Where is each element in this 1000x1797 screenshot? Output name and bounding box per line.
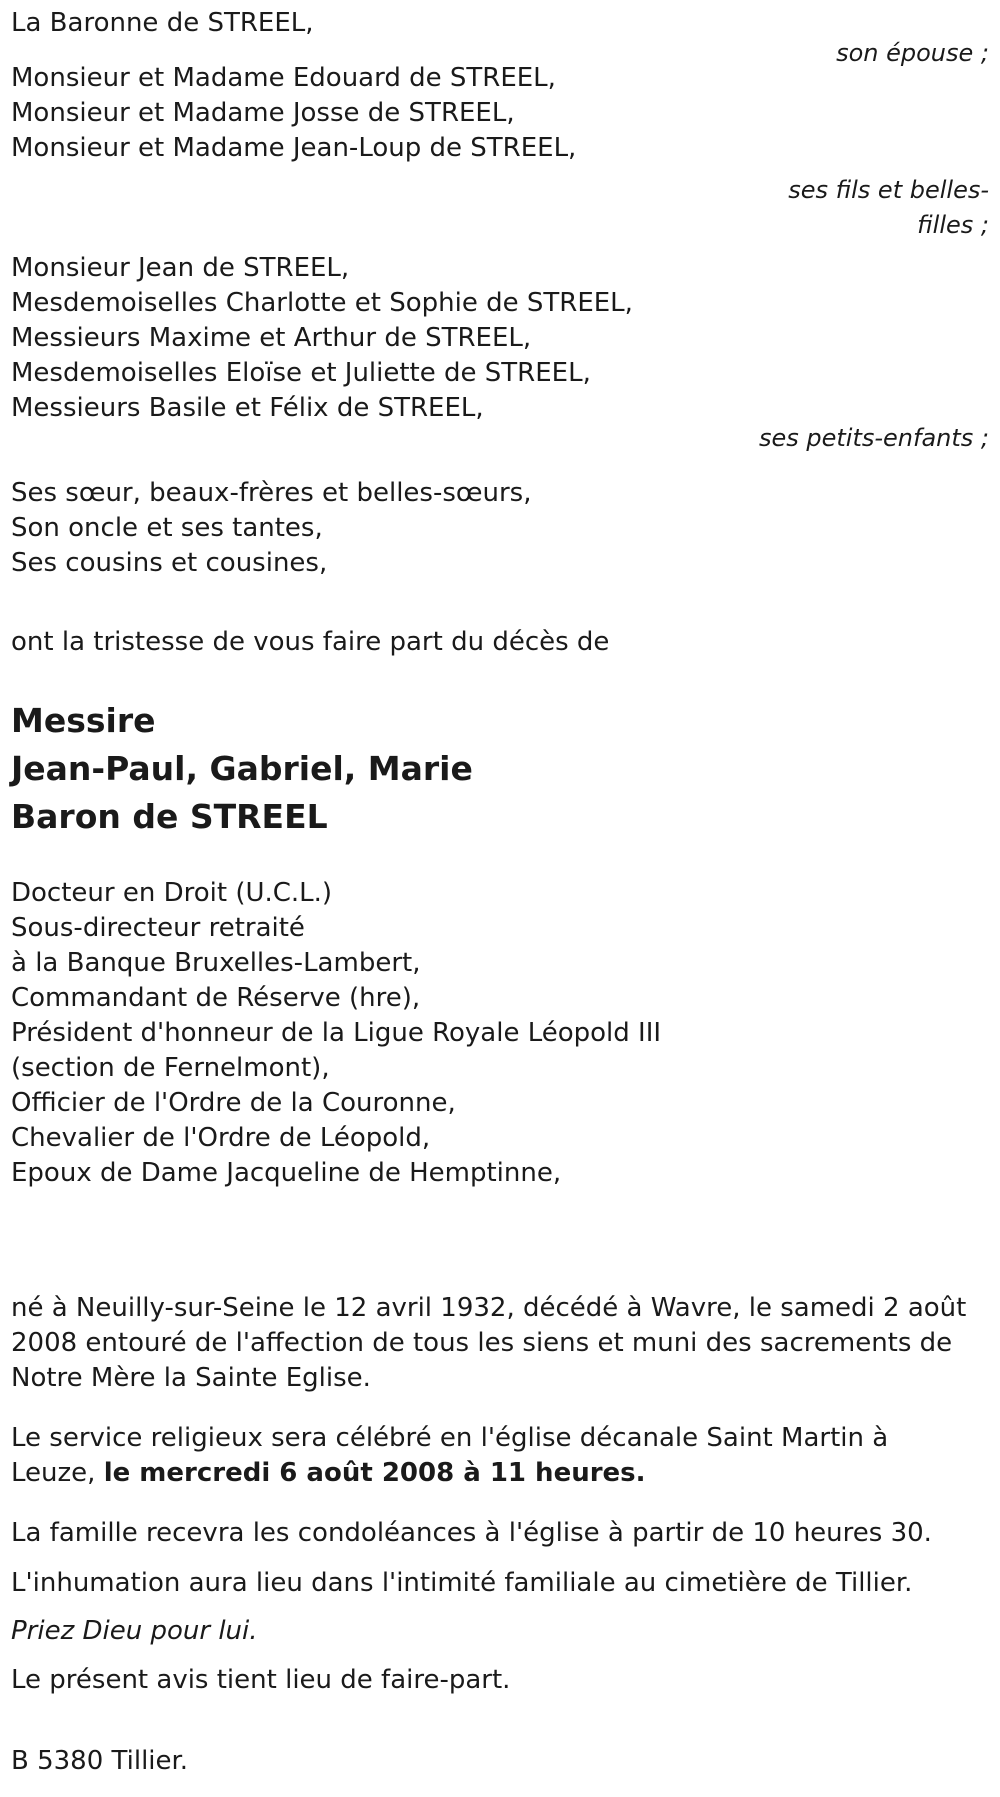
spouse-name: La Baronne de STREEL,	[11, 8, 314, 38]
title-line: Epoux de Dame Jacqueline de Hemptinne,	[11, 1158, 562, 1188]
relatives-line: Ses cousins et cousines,	[11, 548, 328, 578]
spouse-role: son épouse ;	[836, 39, 989, 67]
service-paragraph	[11, 1418, 989, 1493]
child-name: Monsieur et Madame Jean-Loup de STREEL,	[11, 133, 577, 163]
grandchild-name: Mesdemoiselles Charlotte et Sophie de STREEL,	[11, 288, 633, 318]
title-line: Président d'honneur de la Ligue Royale Léopold III	[11, 1018, 662, 1048]
title-line: Sous-directeur retraité	[11, 913, 305, 943]
notice-text: Le présent avis tient lieu de faire-part.	[11, 1665, 511, 1695]
grandchild-name: Monsieur Jean de STREEL,	[11, 253, 350, 283]
deceased-title: Baron de STREEL	[11, 797, 328, 836]
grandchildren-role: ses petits-enfants ;	[758, 424, 989, 452]
burial-text: L'inhumation aura lieu dans l'intimité familiale au cimetière de Tillier.	[11, 1568, 913, 1598]
address-text: B 5380 Tillier.	[11, 1746, 189, 1776]
title-line: Commandant de Réserve (hre),	[11, 983, 421, 1013]
relatives-line: Son oncle et ses tantes,	[11, 513, 323, 543]
child-name: Monsieur et Madame Josse de STREEL,	[11, 98, 515, 128]
grandchildren-section	[11, 248, 989, 458]
service-location: Leuze,	[11, 1458, 104, 1488]
birth-death-line: 2008 entouré de l'affection de tous les siens et muni des sacrements de	[11, 1328, 953, 1358]
grandchild-name: Mesdemoiselles Eloïse et Juliette de STREEL,	[11, 358, 591, 388]
deceased-honorific: Messire	[11, 701, 156, 740]
service-line: Le service religieux sera célébré en l'église décanale Saint Martin à	[11, 1423, 889, 1453]
birth-death-line: Notre Mère la Sainte Eglise.	[11, 1363, 371, 1393]
title-line: Docteur en Droit (U.C.L.)	[11, 878, 333, 908]
title-line: Chevalier de l'Ordre de Léopold,	[11, 1123, 431, 1153]
deceased-given-names: Jean-Paul, Gabriel, Marie	[11, 749, 473, 788]
relatives-line: Ses sœur, beaux-frères et belles-sœurs,	[11, 478, 532, 508]
grandchild-name: Messieurs Basile et Félix de STREEL,	[11, 393, 484, 423]
service-line	[11, 1453, 989, 1493]
title-line: (section de Fernelmont),	[11, 1053, 330, 1083]
birth-death-paragraph	[11, 1288, 989, 1398]
birth-death-line: né à Neuilly-sur-Seine le 12 avril 1932, décédé à Wavre, le samedi 2 août	[11, 1293, 967, 1323]
service-datetime: le mercredi 6 août 2008 à 11 heures.	[103, 1458, 646, 1488]
children-role-line1: ses fils et belles-	[788, 176, 989, 204]
title-line: à la Banque Bruxelles-Lambert,	[11, 948, 421, 978]
titles-section	[11, 873, 989, 1193]
children-role-line2: filles ;	[917, 211, 989, 239]
announcement-text: ont la tristesse de vous faire part du décès de	[11, 627, 610, 657]
title-line: Officier de l'Ordre de la Couronne,	[11, 1088, 456, 1118]
child-name: Monsieur et Madame Edouard de STREEL,	[11, 63, 556, 93]
deceased-name	[11, 697, 989, 841]
children-section	[11, 58, 989, 245]
other-relatives-section	[11, 473, 989, 583]
prayer-text: Priez Dieu pour lui.	[11, 1616, 258, 1646]
grandchild-name: Messieurs Maxime et Arthur de STREEL,	[11, 323, 532, 353]
condolences-text: La famille recevra les condoléances à l'église à partir de 10 heures 30.	[11, 1518, 932, 1548]
